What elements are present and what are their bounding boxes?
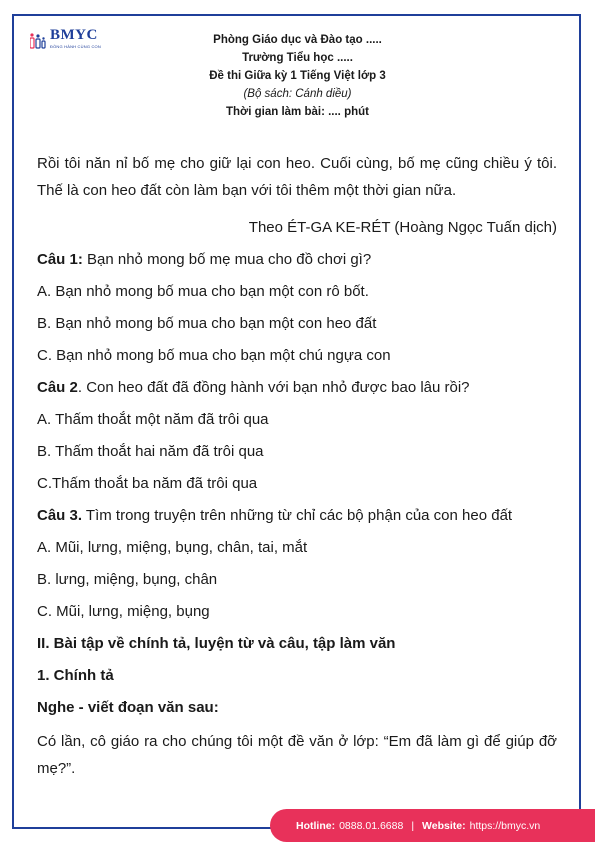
story-source: Theo ÉT-GA KE-RÉT (Hoàng Ngọc Tuấn dịch) bbox=[248, 219, 557, 236]
question-3 bbox=[37, 508, 557, 524]
question-2-option-a: A. Thấm thoắt một năm đã trôi qua bbox=[37, 411, 269, 428]
logo-text: BMYC bbox=[50, 27, 98, 43]
question-2-option-c: C.Thấm thoắt ba năm đã trôi qua bbox=[37, 475, 258, 492]
footer-separator: | bbox=[411, 819, 415, 832]
question-1 bbox=[37, 252, 557, 268]
website-label: Website: bbox=[422, 819, 466, 832]
question-2-text: . Con heo đất đã đồng hành với bạn nhỏ được bao lâu rồi? bbox=[77, 379, 470, 396]
header-school: Trường Tiểu học ..... bbox=[242, 52, 353, 64]
question-1-option-a: A. Bạn nhỏ mong bố mua cho bạn một con rô bốt. bbox=[37, 283, 369, 300]
question-1-option-c: C. Bạn nhỏ mong bố mua cho bạn một chú ngựa con bbox=[37, 347, 391, 364]
header-department: Phòng Giáo dục và Đào tạo ..... bbox=[213, 34, 382, 46]
question-3-option-c: C. Mũi, lưng, miệng, bụng bbox=[37, 603, 210, 620]
footer-contact-bar bbox=[270, 809, 595, 842]
question-1-label: Câu 1: bbox=[37, 251, 83, 268]
header-book-series: (Bộ sách: Cánh diều) bbox=[243, 88, 352, 100]
header-duration: Thời gian làm bài: .... phút bbox=[226, 106, 369, 118]
subsection-spelling: 1. Chính tả bbox=[37, 667, 114, 684]
question-2-option-b: B. Thấm thoắt hai năm đã trôi qua bbox=[37, 443, 264, 460]
exam-header bbox=[0, 31, 595, 121]
question-1-text: Bạn nhỏ mong bố mẹ mua cho đồ chơi gì? bbox=[82, 251, 372, 268]
question-3-option-b: B. lưng, miệng, bụng, chân bbox=[37, 571, 218, 588]
section-2-heading: II. Bài tập về chính tả, luyện từ và câu, tập làm văn bbox=[37, 635, 396, 652]
website-link[interactable]: https://bmyc.vn bbox=[469, 819, 541, 832]
hotline-number[interactable]: 0888.01.6688 bbox=[339, 819, 404, 832]
exam-body bbox=[37, 150, 557, 782]
question-3-label: Câu 3. bbox=[37, 507, 83, 524]
question-2-label: Câu 2 bbox=[37, 379, 78, 396]
logo-tagline: ĐỒNG HÀNH CÙNG CON bbox=[50, 44, 101, 49]
subsection-dictation: Nghe - viết đoạn văn sau: bbox=[37, 699, 219, 716]
question-2 bbox=[37, 380, 557, 396]
story-paragraph: Rồi tôi năn nỉ bố mẹ cho giữ lại con heo. Cuối cùng, bố mẹ cũng chiều ý tôi. Thế là con heo đất còn làm bạn với tôi thêm một thời gian nữa. bbox=[37, 155, 557, 199]
dictation-paragraph: Có lần, cô giáo ra cho chúng tôi một đề văn ở lớp: “Em đã làm gì để giúp đỡ mẹ?”. bbox=[37, 733, 557, 777]
question-3-option-a: A. Mũi, lưng, miệng, bụng, chân, tai, mắt bbox=[37, 539, 308, 556]
header-exam-title: Đề thi Giữa kỳ 1 Tiếng Việt lớp 3 bbox=[209, 70, 386, 82]
question-1-option-b: B. Bạn nhỏ mong bố mua cho bạn một con heo đất bbox=[37, 315, 377, 332]
question-3-text: Tìm trong truyện trên những từ chỉ các bộ phận của con heo đất bbox=[82, 507, 513, 524]
hotline-label: Hotline: bbox=[296, 819, 336, 832]
